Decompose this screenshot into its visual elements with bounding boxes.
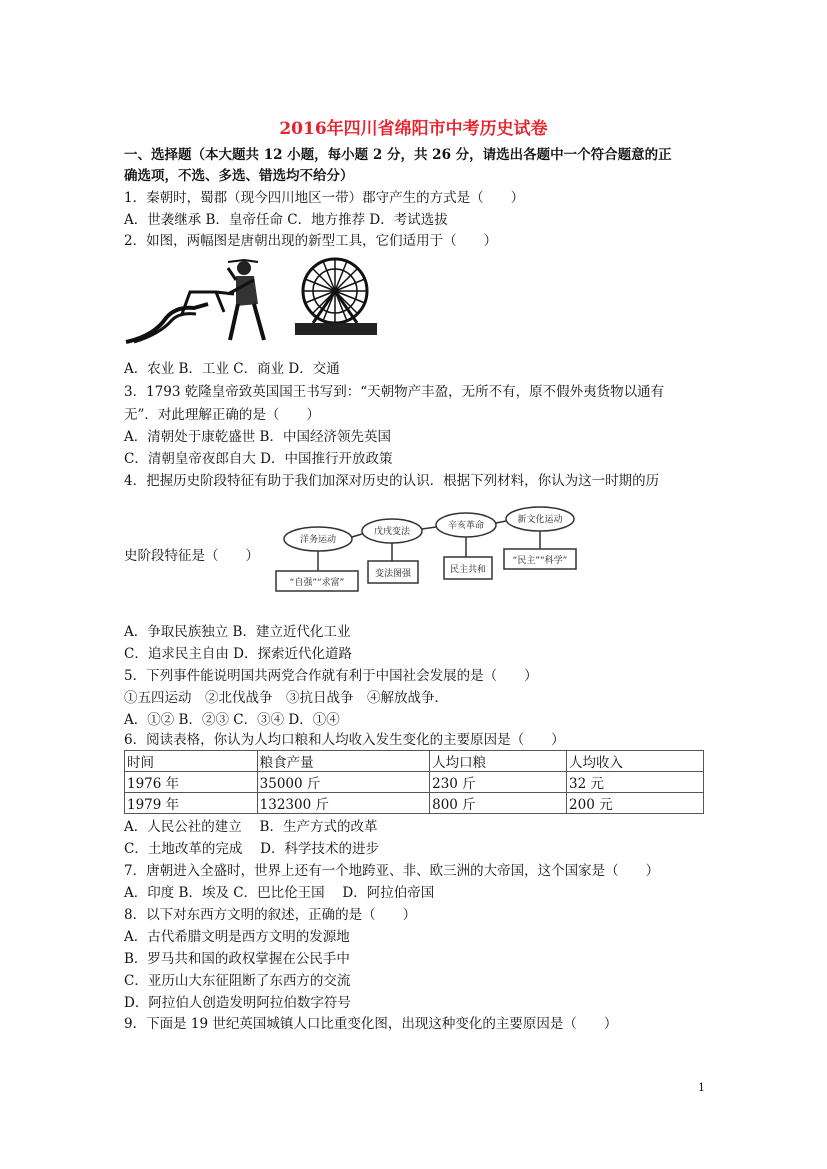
table-row: [125, 772, 704, 793]
flow-bottom-2: 变法图强: [374, 569, 412, 579]
table-cell: 1976 年: [125, 772, 258, 793]
q4-stem-line2: 史阶段特征是（ ）: [124, 548, 259, 564]
q3-options-line1: A．清朝处于康乾盛世 B．中国经济领先英国: [124, 429, 391, 445]
q6-data-table: [124, 750, 704, 814]
q5-stem: 5．下列事件能说明国共两党合作就有利于中国社会发展的是（ ）: [124, 668, 538, 684]
q4-options-line2: C．追求民主自由 D．探索近代化道路: [124, 646, 352, 662]
q1-options: A．世袭继承 B．皇帝任命 C．地方推荐 D．考试选拔: [124, 212, 448, 228]
q8-option-a: A．古代希腊文明是西方文明的发源地: [124, 929, 350, 945]
table-cell: 230 斤: [430, 772, 567, 793]
q2-options: A．农业 B．工业 C．商业 D．交通: [124, 361, 340, 377]
table-cell: 35000 斤: [257, 772, 429, 793]
flow-bottom-1: “自强”“求富”: [289, 578, 345, 588]
q3-stem-line1: 3．1793 乾隆皇帝致英国国王书写到：“天朝物产丰盈，无所不有，原不假外夷货物以通有: [124, 384, 665, 400]
q2-stem: 2．如图，两幅图是唐朝出现的新型工具，它们适用于（ ）: [124, 233, 498, 249]
table-header-cell: 时间: [125, 751, 258, 772]
section-heading-line1: 一、选择题（本大题共 12 小题，每小题 2 分，共 26 分，请选出各题中一个符合题意的正: [124, 147, 672, 163]
flow-bottom-4: “民主”“科学”: [512, 556, 568, 566]
q6-options-line1: A．人民公社的建立 B．生产方式的改革: [124, 819, 378, 835]
table-cell: 200 元: [567, 793, 704, 814]
table-cell: 32 元: [567, 772, 704, 793]
table-header-cell: 人均收入: [567, 751, 704, 772]
q8-option-d: D．阿拉伯人创造发明阿拉伯数字符号: [124, 995, 351, 1011]
q6-stem: 6．阅读表格，你认为人均口粮和人均收入发生变化的主要原因是（ ）: [124, 732, 565, 748]
table-header-cell: 粮食产量: [257, 751, 429, 772]
q8-stem: 8．以下对东西方文明的叙述，正确的是（ ）: [124, 907, 417, 923]
table-cell: 800 斤: [430, 793, 567, 814]
q3-options-line2: C．清朝皇帝夜郎自大 D．中国推行开放政策: [124, 451, 393, 467]
plough-image: [124, 256, 274, 346]
q5-events: ①五四运动 ②北伐战争 ③抗日战争 ④解放战争．: [124, 690, 448, 706]
page-number: 1: [698, 1081, 705, 1094]
q4-options-line1: A．争取民族独立 B．建立近代化工业: [124, 624, 351, 640]
q8-option-c: C．亚历山大东征阻断了东西方的交流: [124, 973, 351, 989]
q5-options: A．①② B．②③ C．③④ D．①④: [124, 712, 340, 728]
table-cell: 132300 斤: [257, 793, 429, 814]
section-heading-line2: 确选项，不选、多选、错选均不给分）: [124, 168, 354, 184]
flow-bottom-3: 民主共和: [449, 565, 487, 575]
flow-top-2: 戊戌变法: [373, 527, 411, 537]
q6-options-line2: C．土地改革的完成 D．科学技术的进步: [124, 841, 379, 857]
waterwheel-image: [293, 253, 378, 338]
q7-options: A．印度 B．埃及 C．巴比伦王国 D．阿拉伯帝国: [124, 885, 435, 901]
q7-stem: 7．唐朝进入全盛时，世界上还有一个地跨亚、非、欧三洲的大帝国，这个国家是（ ）: [124, 863, 660, 879]
q1-stem: 1．秦朝时，蜀郡（现今四川地区一带）郡守产生的方式是（ ）: [124, 190, 525, 206]
flow-top-1: 洋务运动: [299, 535, 337, 545]
q4-stem-line1: 4．把握历史阶段特征有助于我们加深对历史的认识．根据下列材料，你认为这一时期的历: [124, 473, 660, 489]
reform-flowchart: [272, 505, 588, 597]
flow-top-4: 新文化运动: [517, 515, 563, 525]
table-row: [125, 793, 704, 814]
q3-stem-line2: 无”．对此理解正确的是（ ）: [124, 407, 320, 423]
q9-stem: 9．下面是 19 世纪英国城镇人口比重变化图，出现这种变化的主要原因是（ ）: [124, 1016, 618, 1032]
table-header-row: [125, 751, 704, 772]
table-cell: 1979 年: [125, 793, 258, 814]
page-title: 2016年四川省绵阳市中考历史试卷: [279, 119, 548, 139]
table-header-cell: 人均口粮: [430, 751, 567, 772]
q8-option-b: B．罗马共和国的政权掌握在公民手中: [124, 951, 350, 967]
flow-top-3: 辛亥革命: [447, 521, 485, 531]
